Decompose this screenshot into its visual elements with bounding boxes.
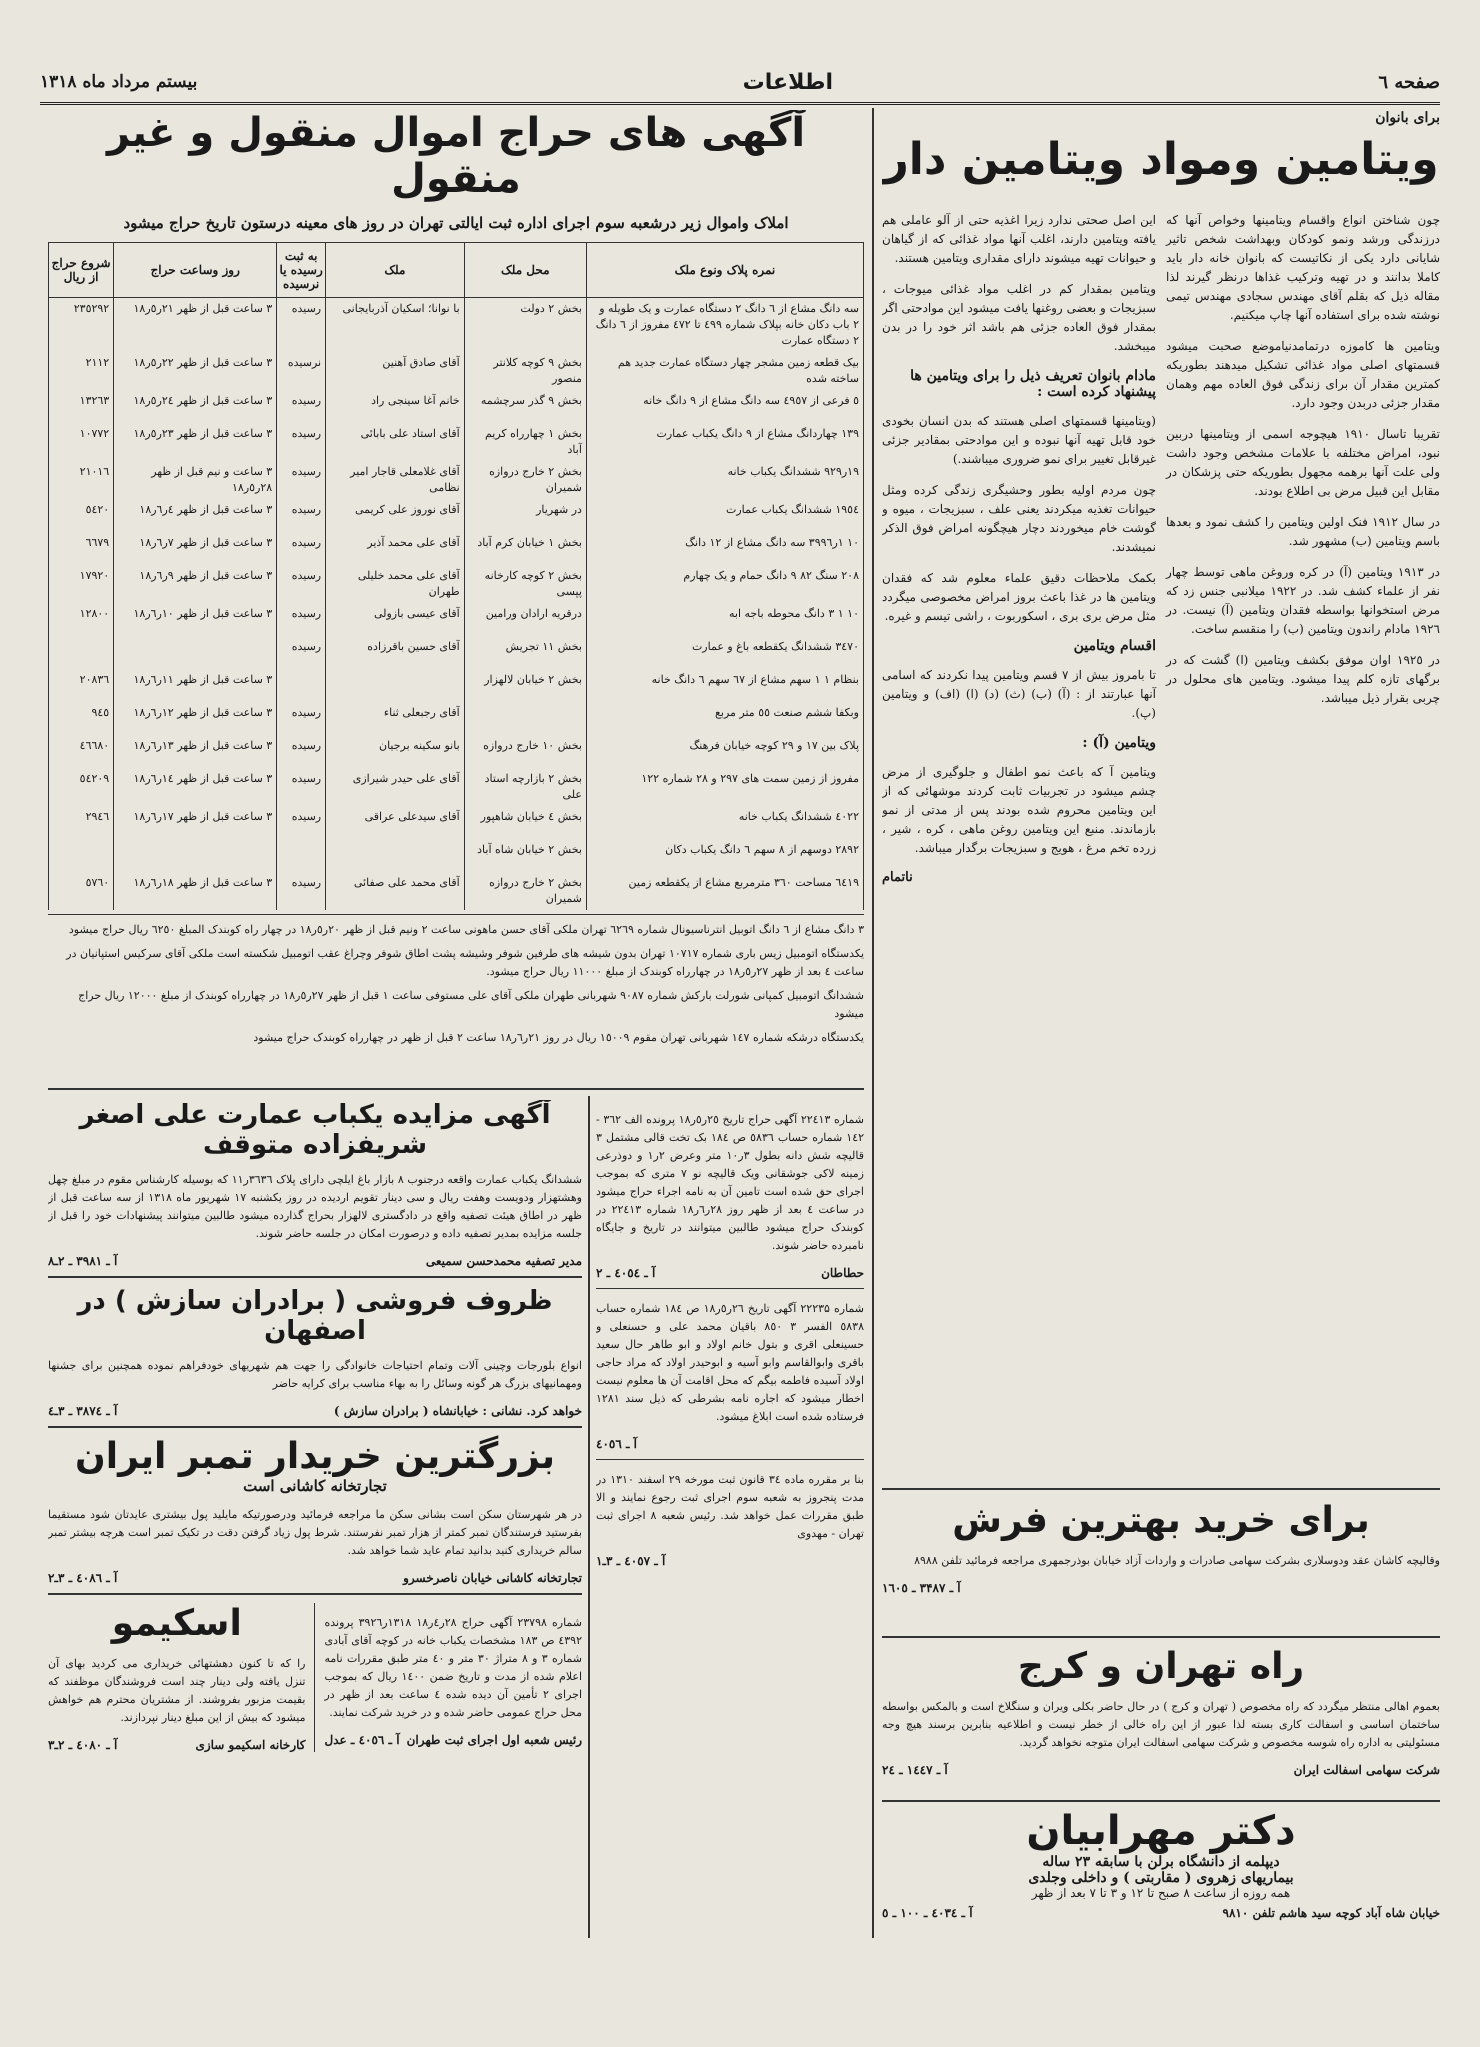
cell-plak: ۱۰ ۱ر۳۹۹٦ سه دانگ مشاع از ۱۲ دانگ [586, 532, 863, 565]
notice-ref: آ ـ ٤۰٥٦ [596, 1437, 637, 1451]
ad-signature: شرکت سهامی اسفالت ایران [1293, 1763, 1440, 1777]
cell-price: ۹٤٥ [49, 702, 114, 735]
mozayede-ad [48, 1100, 582, 1268]
cell-plak: بنظام ۱ ۱ سهم مشاع از ٦۷ سهم ٦ دانگ خانه [586, 669, 863, 702]
section-rule [882, 1488, 1440, 1490]
article-paragraph: این اصل صحتی ندارد زیرا اغذیه حتی از آلو عاملی هم یافته ویتامین دارند، اغلب آنها مواد غذائی که از گیاهان و حیوانات تهیه میشوند دارای مقداری ویتامین هستند. [882, 213, 1156, 265]
ad-body: شماره ۲۳۷۹۸ آگهی حراج ۲۸ر٤ر۱۸ ۱۳۱۸ر۳۹۲٦ پرونده ٤۳۹۲ ص ۱۸۳ مشخصات یکباب خانه در کوچه آقای آبادی شماره ۳ و ۸ متراژ ۳۰ متر و ٤۰ متر طبق مقررات نامه اعلام شده از مدت و تاریخ ضمن ۱٤۰۰ ریال که بموجب اجرای ۲ تأمین آن دیده شده ٤ ساعت بعد از ظهر در محل حراج عمومی حاضر شده و در خرید شرکت نمایند. [324, 1616, 582, 1719]
ad-body: وقالیچه کاشان عقد ودوسلاری بشرکت سهامی صادرات و واردات آزاد خیابان بوذرجمهری مراجعه فرمائید تلفن ۸۹۸۸ [914, 1554, 1440, 1567]
page-number: صفحه ٦ [1378, 71, 1440, 93]
cell-date: ۳ ساعت قبل از ظهر ۱۰ر٦ر۱۸ [114, 603, 277, 636]
cell-date [114, 636, 277, 669]
ad-title: دکتر مهرابیان [1026, 1808, 1296, 1854]
cell-location: بخش ۲ خارج دروازه شمیران [464, 461, 586, 499]
col-header-location: محل ملک [464, 243, 586, 298]
cell-plak: ۲۸۹۲ دوسهم از ۸ سهم ٦ دانگ یکباب دکان [586, 839, 863, 872]
article-title: ویتامین ومواد ویتامین دار [883, 134, 1439, 185]
article-subheading: اقسام ویتامین [1073, 638, 1156, 654]
bottom-ads-row [48, 1603, 582, 1752]
table-row [49, 298, 864, 353]
table-row [49, 565, 864, 603]
article-paragraph: در ۱۹۲٥ اوان موفق بکشف ویتامین (ا) گشت که در برگهای تازه کلم پیدا میشود. ویتامین های محلول در چربی بقرار ذیل میباشد. [1166, 653, 1440, 705]
cell-plak: پلاک بین ۱۷ و ۲۹ کوچه خیابان فرهنگ [586, 735, 863, 768]
table-row [49, 352, 864, 390]
cell-owner: آقای سیدعلی عراقی [326, 806, 465, 839]
ad-title: آگهی مزایده یکباب عمارت علی اصغر شریفزاده متوقف [79, 1100, 551, 1160]
cell-price: ۲۹٤٦ [49, 806, 114, 839]
cell-owner: آقای علی حیدر شیرازی [326, 768, 465, 806]
table-row [49, 499, 864, 532]
article-paragraph: تا بامروز بیش از ۷ قسم ویتامین پیدا نکردند که اسامی آنها عبارتند از : (آ) (ب) (ث) (د) (ا) (اف) و ویتامین (پ). [882, 668, 1157, 720]
auction-title: آگهی های حراج اموال منقول و غیر منقول [106, 110, 806, 202]
cell-plak: ۱۰ ۱ ۳ دانگ محوطه باجه ابه [586, 603, 863, 636]
cell-location: بخش ۲ خارج دروازه شمیران [464, 872, 586, 910]
cell-owner: آقای صادق آهنین [326, 352, 465, 390]
haraj-notice-3 [325, 1603, 583, 1752]
ad-footer [48, 1571, 582, 1585]
table-row [49, 806, 864, 839]
ad-footer [48, 1404, 582, 1418]
col-header-registered: به ثبت رسیده یا نرسیده [277, 243, 326, 298]
cell-owner: خانم آغا سینجی راد [326, 390, 465, 423]
doctor-hours: همه روزه از ساعت ۸ صبح تا ۱۲ و ۳ تا ۷ بعد از ظهر [1031, 1886, 1291, 1900]
cell-date: ۳ ساعت قبل از ظهر ۲۲ر٥ر۱۸ [114, 352, 277, 390]
cell-location: بخش ۱ چهارراه کریم آباد [464, 423, 586, 461]
cell-price: ۲۳٥۲۹۲ [49, 298, 114, 353]
auction-subtitle: املاک واموال زیر درشعبه سوم اجرای اداره ثبت ایالتی تهران در روز های معینه درستون تاریخ حراج میشود [123, 214, 789, 232]
ad-ref: آ ـ ٤۰۳٤ ـ ۱۰۰ ـ ٥ [882, 1906, 973, 1920]
cell-location [464, 702, 586, 735]
doctor-credentials: دیپلمه از دانشگاه برلن با سابقه ۲۳ ساله [1042, 1854, 1280, 1870]
auction-note: یکدستگاه درشکه شماره ۱٤۷ شهربانی تهران مقوم ۱٥۰۰۹ ریال در روز ۲۱ر٦ر۱۸ ساعت ۲ قبل از ظهر در چهارراه کوبندک حراج میشود [253, 1031, 864, 1044]
ad-title: برای خرید بهترین فرش [952, 1500, 1370, 1541]
ad-ref: آ ـ ۳۹۸۱ ـ ۲ـ۸ [48, 1254, 118, 1268]
cell-price: ٥٤۲۰۹ [49, 768, 114, 806]
column-rule [588, 1096, 590, 1938]
cell-owner: آقای استاد علی بابائی [326, 423, 465, 461]
cell-date: ۳ ساعت قبل از ظهر ۱۳ر٦ر۱۸ [114, 735, 277, 768]
cell-plak: ۲۰۸ سنگ ۸۲ ۹ دانگ حمام و یک چهارم [586, 565, 863, 603]
cell-owner: بانو سکینه برجیان [326, 735, 465, 768]
ad-title: ظروف فروشی ( برادران سازش ) در اصفهان [77, 1286, 553, 1346]
article-paragraph: ویتامین ها کاموزه درتمامدنیاموضع صحبت میشود قسمتهای اصلی مواد غذائی تشکیل میدهند بطوریکه کمترین مقدار آن برای زندگی فوق العاده مهم وهمان مقدار جزئی دربدن وجود دارد. [1166, 339, 1440, 410]
table-row [49, 603, 864, 636]
farsh-ad [882, 1500, 1440, 1630]
cell-registered: رسیده [277, 461, 326, 499]
ad-signature: رئیس شعبه اول اجرای ثبت طهران [406, 1733, 582, 1747]
cell-plak: ۱۹٥٤ ششدانگ یکباب عمارت [586, 499, 863, 532]
table-row [49, 423, 864, 461]
ads-column [48, 1100, 582, 1940]
cell-registered: رسیده [277, 390, 326, 423]
ad-footer [48, 1254, 582, 1268]
cell-location: درقریه ارادان ورامین [464, 603, 586, 636]
table-row [49, 872, 864, 910]
cell-registered: رسیده [277, 603, 326, 636]
masthead [40, 62, 1440, 105]
ad-body: را که تا کنون دهشتهائی خریداری می کردید بهای آن تنزل یافته ولی دینار چند است فروشندگان موظفند که بقیمت مزبور بفروشند. از مشتریان محترم هم خواهش میشود که بیش از این مبلغ دینار نپردازند. [48, 1657, 306, 1724]
cell-location: بخش ۱۰ خارج دروازه [464, 735, 586, 768]
to-be-continued: ناتمام [882, 870, 913, 885]
table-row [49, 839, 864, 872]
ad-title: بزرگترین خریدار تمبر ایران [75, 1436, 555, 1477]
cell-location: بخش ۱۱ تجریش [464, 636, 586, 669]
auction-note: یکدستگاه اتومبیل زیس باری شماره ۱۰۷۱۷ تهران بدون شیشه های طرفین شوفر وشیشه پشت اطاق شوفر وچراغ عقب اتومبیل شکسته است ملکی آقای سرکیس استپانیان در ساعت ٤ بعد از ظهر ۲۷ر٥ر۱۸ در چهارراه کوبندک از مبلغ ۱۱۰۰۰ ریال حراج میشود. [66, 947, 864, 978]
col-header-date: روز وساعت حراج [114, 243, 277, 298]
cell-date: ۳ ساعت قبل از ظهر ۲٤ر٥ر۱۸ [114, 390, 277, 423]
ad-footer [882, 1906, 1440, 1920]
article-paragraph: ویتامین بمقدار کم در اغلب مواد غذائی میوجات ، سبزیجات و بعضی روغنها یافت میشود این موادحتی اگر بمقدار فوق العاده جزئی هم باشد اثر خود را در بدن میبخشد. [882, 282, 1156, 353]
cell-plak: ٦٤۱۹ مساحت ۳٦۰ مترمربع مشاع از یکقطعه زمین [586, 872, 863, 910]
cell-plak: ٥ فرعی از ٤۹٥۷ سه دانگ مشاع از ۹ دانگ خانه [586, 390, 863, 423]
cell-registered: رسیده [277, 565, 326, 603]
ad-footer [882, 1763, 1440, 1777]
ad-ref: آ ـ ٤۰٥٦ ـ عدل [324, 1733, 400, 1747]
col-header-price: شروع حراج از ریال [49, 243, 114, 298]
article-column-2 [882, 199, 1156, 885]
section-rule [882, 1800, 1440, 1802]
ad-body: ششدانگ یکباب عمارت واقعه درجنوب ۸ بازار باغ ایلچی دارای پلاک ۳٦۳٦ر۱۱ که بوسیله کارشناس مقوم در مبلغ چهل وهشتهزار ودویست وهفت ریال و سی دینار تقویم اردیده در روز یکشنبه ۱۷ شهریور ماه ۱۳۱۸ از سه ساعت قبل از ظهر در اطاق هیئت تصفیه واقع در دادگستری لالهزار بحراج گذارده میشود طالبین میتوانند پیشنهادات خود را قبل از جلسه مزایده بمدیر تصفیه داده و درصورت امکان در جلسه حاضر شوند. [48, 1173, 582, 1240]
section-rule [882, 1636, 1440, 1638]
cell-registered: رسیده [277, 636, 326, 669]
auction-note: ششدانگ اتومبیل کمپانی شورلت بارکش شماره ۹۰۸۷ شهربانی طهران ملکی آقای علی مستوفی ساعت ۱ قبل از ظهر ۲۷ر٥ر۱۸ در چهارراه کوبندک از مبلغ ۱۲۰۰۰ ریال حراج میشود [78, 989, 864, 1020]
cell-plak: وبکفا ششم صنعت ٥٥ متر مربع [586, 702, 863, 735]
table-header-row [49, 243, 864, 298]
auction-section [48, 110, 864, 1080]
cell-registered [277, 669, 326, 702]
ad-ref: آ ـ ٤۰۸۰ ـ ۲ـ۳ [48, 1738, 118, 1752]
cell-date: ۳ ساعت قبل از ظهر ۱٤ر٦ر۱۸ [114, 768, 277, 806]
article-columns [882, 199, 1440, 885]
ad-ref: آ ـ ۳۸۷٤ ـ ۳ـ٤ [48, 1404, 118, 1418]
cell-registered: رسیده [277, 423, 326, 461]
divider [48, 1276, 582, 1278]
ad-ref: آ ـ ۳۴۸۷ ـ ۱٦۰٥ [882, 1581, 961, 1595]
haraj-notice-1: شماره ۲۲٤۱۳ آگهی حراج تاریخ ۲٥ر٥ر۱۸ پرونده الف ۳٦۲ - ۱٤۲ شماره حساب ٥۸۳٦ ص ۱۸٤ بک تخت قالی مشتمل ۳ قالیچه شش دانه بطول ۳ر۱۰ متر وعرض ۲ر۱ و دوذرعی زمینه لاکی جوشقانی ویک قالیچه نو ۷ متری که بموجب اجرای حق شده است تامین آن به نامه اجراء حراج میشود در ساعت ٤ بعد از ظهر روز ۲۸ر٦ر۱۸ شماره ۲۲٤۱۳ در کوبندک حراج میشود طالبین میتوانند در تاریخ و جایگاه نامبرده حاضر شوند. [596, 1113, 864, 1252]
ad-body: در هر شهرستان سکن است بشانی سکن ما مراجعه فرمائید ودرصورتیکه مایلید پول بیشتری عایدتان شود مستقیما بفرستید فرستندگان تمبر کمتر از هزار تمبر نفرستند. شرط پول زیاد گرفتن دقت در تکیک تمبر است هرچه بیشتر تمبر سالم خریداری کنید بدانید تمام عاید شما خواهد شد. [48, 1508, 582, 1557]
cell-plak: ٤۰۲۲ ششدانگ یکباب خانه [586, 806, 863, 839]
cell-price: ٤٦٦۸۰ [49, 735, 114, 768]
cell-plak: ۱۹ر۹۲۹ ششدانگ یکباب خانه [586, 461, 863, 499]
cell-date: ۳ ساعت قبل از ظهر ۱۷ر٦ر۱۸ [114, 806, 277, 839]
ad-body: بعموم اهالی منتظر میگردد که راه مخصوص ( تهران و کرج ) در حال حاضر بکلی ویران و سنگلاخ است و بالمکس بواسطه ساختمان اساسی و اسفالت کاری بسته لذا عبور از این راه خالی از خطر نیست و اطلاعیه بنابرین برسند هیچ وجه مسئولیتی به اداره راه شوسه مخصوص و شرکت سهامی اسفالت ایران متوجه نخواهد گردید. [882, 1700, 1440, 1749]
cell-owner: با نوانا؛ اسکیان آذربایجانی [326, 298, 465, 353]
cell-price: ٥۷٦۰ [49, 872, 114, 910]
cell-location: بخش ۲ کوچه کارخانه پپسی [464, 565, 586, 603]
cell-price: ۱۰۷۷۲ [49, 423, 114, 461]
cell-location: بخش ۱ خیابان کرم آباد [464, 532, 586, 565]
ad-ref: آ ـ ۱٤٤۷ ـ ۲٤ [882, 1763, 948, 1777]
cell-price: ۲۱۱۲ [49, 352, 114, 390]
table-row [49, 636, 864, 669]
cell-plak: ۳٤۷۰ ششدانگ یکقطعه باغ و عمارت [586, 636, 863, 669]
col-header-owner: ملک [326, 243, 465, 298]
article-column-1 [1166, 199, 1440, 885]
ad-footer [882, 1581, 1440, 1595]
cell-date: ۳ ساعت قبل از ظهر ۱۸ر٦ر۱۸ [114, 872, 277, 910]
cell-registered: رسیده [277, 735, 326, 768]
cell-location: بخش ۲ دولت [464, 298, 586, 353]
notice-ref: آ ـ ٤۰٥٤ ـ ۲ [596, 1266, 656, 1280]
table-row [49, 390, 864, 423]
cell-owner: آقای عیسی بازولی [326, 603, 465, 636]
doctor-address: خیابان شاه آباد کوچه سید هاشم تلفن ۹۸۱۰ [1222, 1906, 1440, 1920]
doctor-specialty: بیماریهای زهروی ( مقاربتی ) و داخلی وجلدی [1028, 1870, 1294, 1886]
table-row [49, 735, 864, 768]
table-row [49, 461, 864, 499]
cell-date: ۳ ساعت قبل از ظهر ۹ر٦ر۱۸ [114, 565, 277, 603]
cell-date: ۳ ساعت قبل از ظهر ۱۱ر٦ر۱۸ [114, 669, 277, 702]
vitamin-article [882, 110, 1440, 1210]
cell-owner: آقای نوروز علی کریمی [326, 499, 465, 532]
newspaper-name: اطلاعات [742, 69, 834, 95]
eskimo-ad [48, 1603, 315, 1752]
cell-location: بخش ۹ کوچه کلانتر منصور [464, 352, 586, 390]
ad-body: انواع بلورجات وچینی آلات وتمام احتیاجات خانوادگی را جهت هم شهریهای خودفراهم نموده همچنین برای جشنها ومهمانیهای بزرگ هر گونه وسائل را به بهاء مناسب برای کرایه حاضر [48, 1359, 582, 1390]
notice-footer [596, 1437, 864, 1451]
notice-footer [596, 1266, 864, 1280]
doctor-ad [882, 1808, 1440, 1944]
article-subheading: مادام بانوان تعریف ذیل را برای ویتامین ها پیشنهاد کرده است : [910, 368, 1156, 400]
legal-notices-column [596, 1100, 864, 1940]
notice-signature: حطاطان [821, 1266, 864, 1280]
article-paragraph: (ویتامینها قسمتهای اصلی هستند که بدن انسان بخودی خود قابل تهیه آنها نبوده و این موادحتی بمقادیر جزئی غیرقابل تغییر برای نمو ضروری میباشند.) [882, 414, 1156, 466]
article-paragraph: چون مردم اولیه بطور وحشیگری زندگی کرده ومثل حیوانات تغذیه میکردند یعنی علف ، سبزیجات ، میوه و گوشت خام میخوردند دچار هیچگونه امراض فوق الذکر نمیشدند. [882, 483, 1156, 554]
cell-plak: بیک قطعه زمین مشجر چهار دستگاه عمارت جدید هم ساخته شده [586, 352, 863, 390]
ad-subtitle: تجارتخانه کاشانی است [243, 1477, 387, 1495]
ad-title: اسکیمو [111, 1603, 242, 1644]
article-paragraph: بکمک ملاحظات دقیق علماء معلوم شد که فقدان ویتامین ها در غذا باعث بروز امراض مخصوصی میگردد مثل مرض بری بری ، اسکوربوت ، راشی تیسم و غیره. [882, 571, 1156, 623]
article-kicker: برای بانوان [1375, 110, 1440, 126]
cell-price [49, 839, 114, 872]
cell-location: بخش ۲ بازارچه استاد علی [464, 768, 586, 806]
rah-ad [882, 1646, 1440, 1796]
cell-owner: آقای علی محمد آذیر [326, 532, 465, 565]
cell-owner: آقای محمد علی صفائی [326, 872, 465, 910]
cell-location: در شهریار [464, 499, 586, 532]
divider [596, 1288, 864, 1289]
cell-owner: آقای علی محمد خلیلی طهران [326, 565, 465, 603]
cell-date: ۳ ساعت قبل از ظهر ٤ر٦ر۱۸ [114, 499, 277, 532]
auction-table [48, 242, 864, 910]
cell-registered: رسیده [277, 499, 326, 532]
col-header-plak: نمره پلاک ونوع ملک [586, 243, 863, 298]
zoroof-ad [48, 1286, 582, 1418]
cell-location: بخش ۲ خیابان شاه آباد [464, 839, 586, 872]
cell-plak: مفروز از زمین سمت های ۲۹۷ و ۲۸ شماره ۱۲۲ [586, 768, 863, 806]
cell-registered: رسیده [277, 298, 326, 353]
cell-price: ٥٤۲۰ [49, 499, 114, 532]
cell-price: ۱۲۸۰۰ [49, 603, 114, 636]
cell-price: ۱۳۲٦۳ [49, 390, 114, 423]
cell-owner: آقای غلامعلی قاجار امیر نظامی [326, 461, 465, 499]
cell-registered: نرسیده [277, 352, 326, 390]
table-row [49, 532, 864, 565]
notice-footer [596, 1554, 864, 1568]
ad-footer [48, 1738, 306, 1752]
cell-owner: آقای حسین باقرزاده [326, 636, 465, 669]
divider [596, 1459, 864, 1460]
ad-address: تجارتخانه کاشانی خیابان ناصرخسرو [403, 1571, 582, 1585]
cell-date: ۳ ساعت و نیم قبل از ظهر ۲۸ر٥ر۱۸ [114, 461, 277, 499]
cell-registered: رسیده [277, 806, 326, 839]
article-subheading: ویتامین (آ) : [1082, 735, 1156, 751]
cell-price: ۱۷۹۲۰ [49, 565, 114, 603]
divider [48, 1426, 582, 1428]
auction-note: ۳ دانگ مشاع از ٦ دانگ اتوبیل انترناسیونال شماره ٦۲٦۹ تهران ملکی آقای حسن ماهونی ساعت ۲ ونیم قبل از ظهر ۲۰ر٥ر۱۸ در چهار راه کوبندک المبلغ ٦۲٥۰ ریال حراج میشود [68, 923, 864, 936]
cell-registered [277, 839, 326, 872]
ad-ref: آ ـ ٤۰۸٦ ـ ۳ـ۲ [48, 1571, 118, 1585]
article-paragraph: در سال ۱۹۱۲ فنک اولین ویتامین را کشف نمود و بعدها باسم ویتامین (ب) مشهور شد. [1166, 515, 1440, 548]
cell-plak: ۱۳۹ چهاردانگ مشاع از ۹ دانگ یکباب عمارت [586, 423, 863, 461]
auction-notes [48, 914, 864, 1047]
table-row [49, 768, 864, 806]
table-row [49, 702, 864, 735]
article-paragraph: تقریبا تاسال ۱۹۱۰ هیچوجه اسمی از ویتامینها دربین نبود، امراض مختلفه با علامات مشخص وجود داشت ولی علت آنها برهمه مجهول بطوریکه حتی پزشکان در مقابل این قبیل مرض بی اطلاع بودند. [1166, 427, 1440, 498]
ad-address: خواهد کرد. نشانی : خیابانشاه ( برادران سازش ) [333, 1404, 582, 1418]
cell-location: بخش ۲ خیابان لالهزار [464, 669, 586, 702]
table-row [49, 669, 864, 702]
ad-signature: کارخانه اسکیمو سازی [195, 1738, 306, 1752]
section-rule [48, 1088, 864, 1090]
cell-location: بخش ۹ گذر سرچشمه [464, 390, 586, 423]
cell-price [49, 636, 114, 669]
ad-title: راه تهران و کرج [1017, 1646, 1305, 1687]
article-paragraph: ویتامین آ که باعث نمو اطفال و جلوگیری از مرض چشم میشود در تجربیات ثابت کردند موشهائی که از این ویتامین محروم شده بودند پس از مدتی از نمو بازماندند. منبع این ویتامین روغن ماهی ، کره ، شیر ، زرده تخم مرغ ، هویج و سبزیجات برگدار میباشد. [882, 765, 1156, 855]
ad-footer [325, 1733, 583, 1747]
article-paragraph: چون شناختن انواع واقسام ویتامینها وخواص آنها که درزندگی ورشد ونمو کودکان وبهداشت شخص تاثیر شایانی دارد یکی از نکاتیست که بانوان خانه دار باید کاملا بدانند و در تهیه وترکیب غذاها درنظر گیرند لذا مقاله ذیل که بقلم آقای مهندس سجادی مهندس تیمی نوشته شده برای استفاده آنها چاپ میکنیم. [1166, 213, 1440, 322]
cell-plak: سه دانگ مشاع از ٦ دانگ ۲ دستگاه عمارت و یک طویله و ۲ باب دکان خانه بپلاک شماره ٤۹۹ تا ٤۷۲ مفروز از ٦ دانگ ۲ دستگاه عمارت [586, 298, 863, 353]
article-paragraph: در ۱۹۱۳ ویتامین (آ) در کره وروغن ماهی توسط چهار نفر از علماء کشف شد. در ۱۹۲۲ میلانبی جنس زد که مرض استخوانها بواسطه فقدان ویتامین (آ) نیست. در ۱۹۲٦ مادام راندون ویتامین (ب) را منقسم ساخت. [1166, 565, 1440, 636]
issue-date: بیستم مرداد ماه ۱۳۱۸ [40, 72, 198, 92]
cell-date: ۳ ساعت قبل از ظهر ۱۲ر٦ر۱۸ [114, 702, 277, 735]
cell-owner: آقای رجبعلی ثناء [326, 702, 465, 735]
haraj-notice-2: شماره ۲۲۲۳۵ آگهی تاریخ ۲٦ر٥ر۱۸ ص ۱۸٤ شماره حساب ٥۸۳۸ الفسر ۳ ۸٥۰ باقیان محمد علی و حسنعلی و حسینعلی اقری و بتول خانم اولاد و ابو طاهر حال سعید باقری وابوالقاسم وابو آسیه و ابوحیدر اولاد که مراد حاجی اولاد آسیده فاطمه بیگم که محل اقامت آن ها معلوم نیست اخطار میشود که اجاره نامه بشرطی که ذیل سند ۱۲۸۱ فرستاده شده است ابلاغ میشود. [596, 1302, 864, 1423]
cell-registered: رسیده [277, 872, 326, 910]
cell-date [114, 839, 277, 872]
cell-price: ٦٦۷۹ [49, 532, 114, 565]
tamr-ad [48, 1436, 582, 1585]
cell-date: ۳ ساعت قبل از ظهر ۲۱ر٥ر۱۸ [114, 298, 277, 353]
cell-registered: رسیده [277, 532, 326, 565]
cell-date: ۳ ساعت قبل از ظهر ۲۳ر٥ر۱۸ [114, 423, 277, 461]
cell-price: ۲۰۸۳٦ [49, 669, 114, 702]
cell-owner [326, 839, 465, 872]
divider [48, 1593, 582, 1595]
cell-registered: رسیده [277, 702, 326, 735]
ad-signature: مدیر تصفیه محمدحسن سمیعی [425, 1254, 582, 1268]
cell-owner [326, 669, 465, 702]
cell-location: بخش ٤ خیابان شاهپور [464, 806, 586, 839]
cell-price: ۲۱۰۱٦ [49, 461, 114, 499]
haraj-notice-4: بنا بر مقرره ماده ۳٤ قانون ثبت مورخه ۲۹ اسفند ۱۳۱۰ در مدت پنجروز به شعبه سوم اجرای ثبت رجوع نمایند و الا طبق مقررات عمل خواهد شد. رئیس شعبه ۸ اجرای ثبت تهران - مهدوی [596, 1473, 864, 1540]
column-rule [872, 108, 874, 1938]
cell-date: ۳ ساعت قبل از ظهر ۷ر٦ر۱۸ [114, 532, 277, 565]
notice-ref: آ ـ ٤۰٥۷ ـ ۳ـ۱ [596, 1554, 666, 1568]
cell-registered: رسیده [277, 768, 326, 806]
auction-table-body [49, 298, 864, 911]
